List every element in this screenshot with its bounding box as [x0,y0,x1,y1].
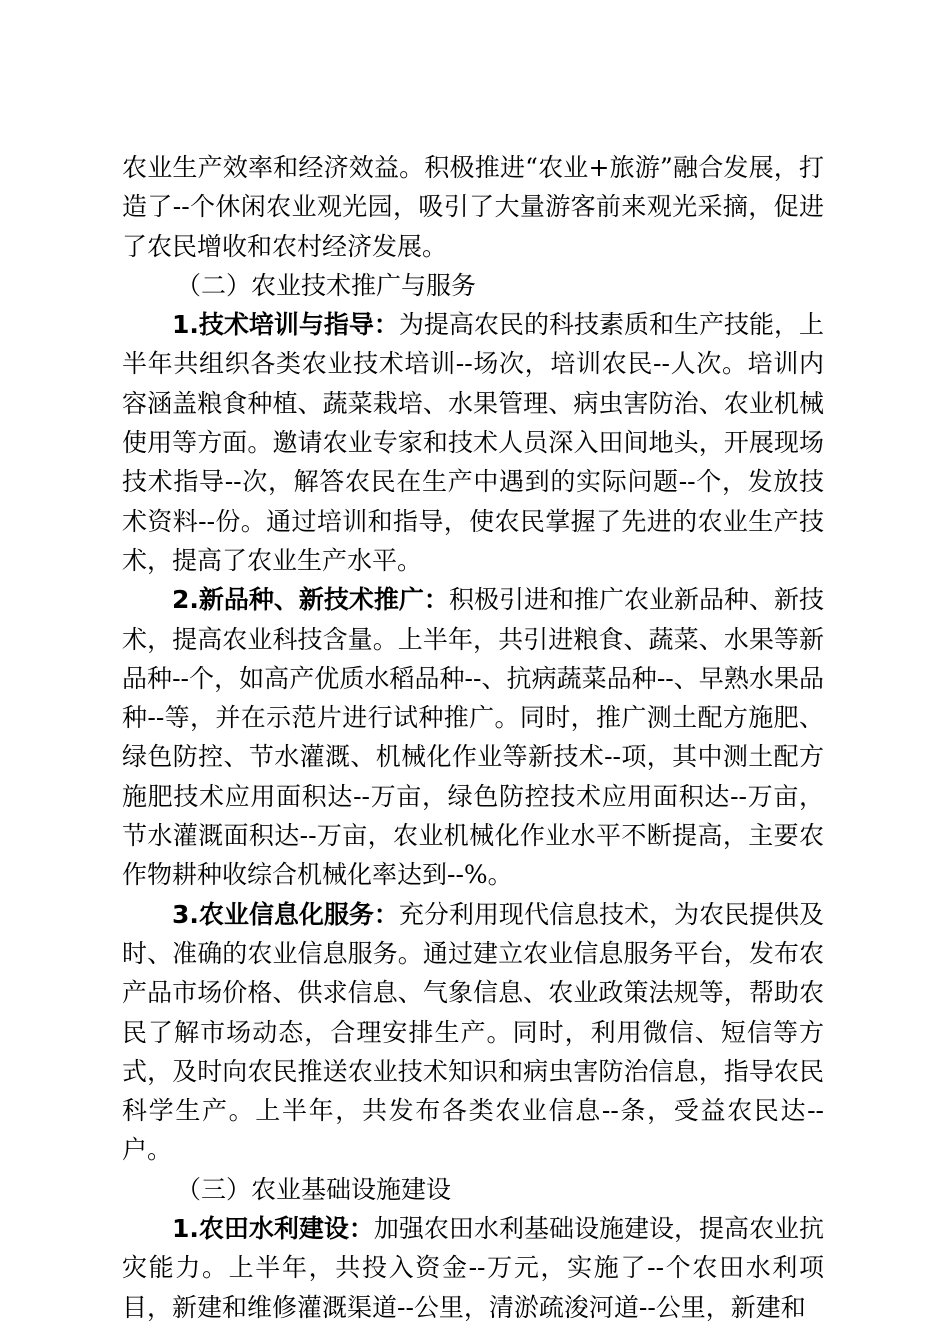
paragraph-irrigation [122,1209,824,1327]
paragraph-information-service [122,895,824,1170]
item-3-lead: 3.农业信息化服务： [172,899,399,929]
paragraph-intro-text: 农业生产效率和经济效益。积极推进“农业+旅游”融合发展，打造了--个休闲农业观光园，吸引了大量游客前来观光采摘，促进了农民增收和农村经济发展。 [122,153,824,261]
document-body [122,148,824,1327]
paragraph-technical-training [122,305,824,580]
section-heading-2-text: （二）农业技术推广与服务 [176,270,477,300]
section-heading-2 [122,266,824,305]
item-4-lead: 1.农田水利建设： [172,1214,374,1244]
item-2-lead: 2.新品种、新技术推广： [172,585,449,615]
paragraph-new-varieties [122,580,824,894]
item-4-body: 加强农田水利基础设施建设，提高农业抗灾能力。上半年，共投入资金--万元，实施了--个农田水利项目，新建和维修灌溉渠道--公里，清淤疏浚河道--公里，新建和 [122,1214,824,1322]
section-heading-3-text: （三）农业基础设施建设 [176,1174,452,1204]
paragraph-intro [122,148,824,266]
section-heading-3 [122,1170,824,1209]
item-3-body: 充分利用现代信息技术，为农民提供及时、准确的农业信息服务。通过建立农业信息服务平台，发布农产品市场价格、供求信息、气象信息、农业政策法规等，帮助农民了解市场动态，合理安排生产。同时，利用微信、短信等方式，及时向农民推送农业技术知识和病虫害防治信息，指导农民科学生产。上半年，共发布各类农业信息--条，受益农民达--户。 [122,899,824,1165]
item-1-body: 为提高农民的科技素质和生产技能，上半年共组织各类农业技术培训--场次，培训农民--人次。培训内容涵盖粮食种植、蔬菜栽培、水果管理、病虫害防治、农业机械使用等方面。邀请农业专家和技术人员深入田间地头，开展现场技术指导--次，解答农民在生产中遇到的实际问题--个，发放技术资料--份。通过培训和指导，使农民掌握了先进的农业生产技术，提高了农业生产水平。 [122,310,824,575]
item-2-body: 积极引进和推广农业新品种、新技术，提高农业科技含量。上半年，共引进粮食、蔬菜、水果等新品种--个，如高产优质水稻品种--、抗病蔬菜品种--、早熟水果品种--等，并在示范片进行试种推广。同时，推广测土配方施肥、绿色防控、节水灌溉、机械化作业等新技术--项，其中测土配方施肥技术应用面积达--万亩，绿色防控技术应用面积达--万亩，节水灌溉面积达--万亩，农业机械化作业水平不断提高，主要农作物耕种收综合机械化率达到--%。 [122,585,824,890]
item-1-lead: 1.技术培训与指导： [172,310,399,340]
